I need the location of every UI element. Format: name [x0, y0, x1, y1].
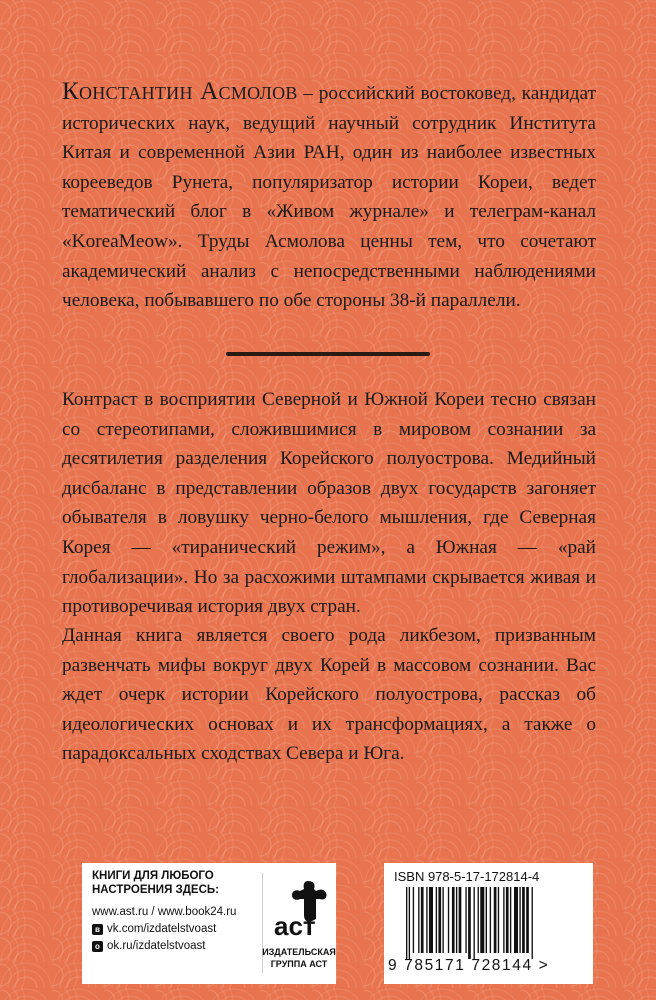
websites-link[interactable]: www.ast.ru / www.book24.ru [92, 906, 237, 918]
isbn-number: ISBN 978-5-17-172814-4 [394, 869, 540, 884]
ok-icon: о [92, 941, 103, 952]
ok-line [92, 938, 262, 955]
contacts-heading: КНИГИ ДЛЯ ЛЮБОГО НАСТРОЕНИЯ ЗДЕСЬ: [92, 870, 219, 896]
logo-text: аст [274, 911, 316, 941]
ast-logo-icon [270, 875, 332, 943]
vk-link[interactable]: vk.com/izdatelstvoast [107, 923, 217, 935]
author-name: Константин Асмолов [62, 78, 298, 105]
publisher-caption: ИЗДАТЕЛЬСКАЯ ГРУППА АСТ [262, 947, 336, 969]
description-paragraph-2: Данная книга является своего рода ликбезом, призванным развенчать мифы вокруг двух Корей в массовом сознании. Вас ждет очерк истории Корейского полуострова, рассказ об идеологических основах и их трансформациях, а также о парадоксальных сходствах Севера и Юга. [62, 625, 596, 765]
bio-text: – российский востоковед, кандидат исторических наук, ведущий научный сотрудник Института Китая и современной Азии РАН, один из наиболее известных корееведов Рунета, популяризатор истории Кореи, ведет тематический блог в «Живом журнале» и телеграм-канал «KoreaMeow». Труды Асмолова ценны тем, что сочетают академический анализ с непосредственными наблюдениями человека, побывавшего по обе стороны 38-й параллели. [62, 83, 596, 312]
ok-link[interactable]: ok.ru/izdatelstvoast [107, 940, 206, 952]
vk-line [92, 921, 262, 938]
publisher-contacts-box [82, 863, 336, 984]
vk-icon: в [92, 924, 103, 935]
barcode-icon [406, 887, 574, 959]
author-bio [62, 77, 596, 316]
websites-line [92, 904, 262, 921]
barcode-digits: 9 785171 728144 > [388, 957, 550, 974]
section-divider [226, 352, 430, 356]
isbn-barcode-box [384, 863, 593, 984]
description-paragraph-1: Контраст в восприятии Северной и Южной Кореи тесно связан со стереотипами, сложившимися в мировом сознании за десятилетия разделения Корейского полуострова. Медийный дисбаланс в представлении образов двух государств загоняет обывателя в ловушку черно-белого мышления, где Северная Корея — «тиранический режим», а Южная — «рай глобализации». Но за расхожими штампами скрывается живая и противоречивая история двух стран. [62, 389, 596, 618]
